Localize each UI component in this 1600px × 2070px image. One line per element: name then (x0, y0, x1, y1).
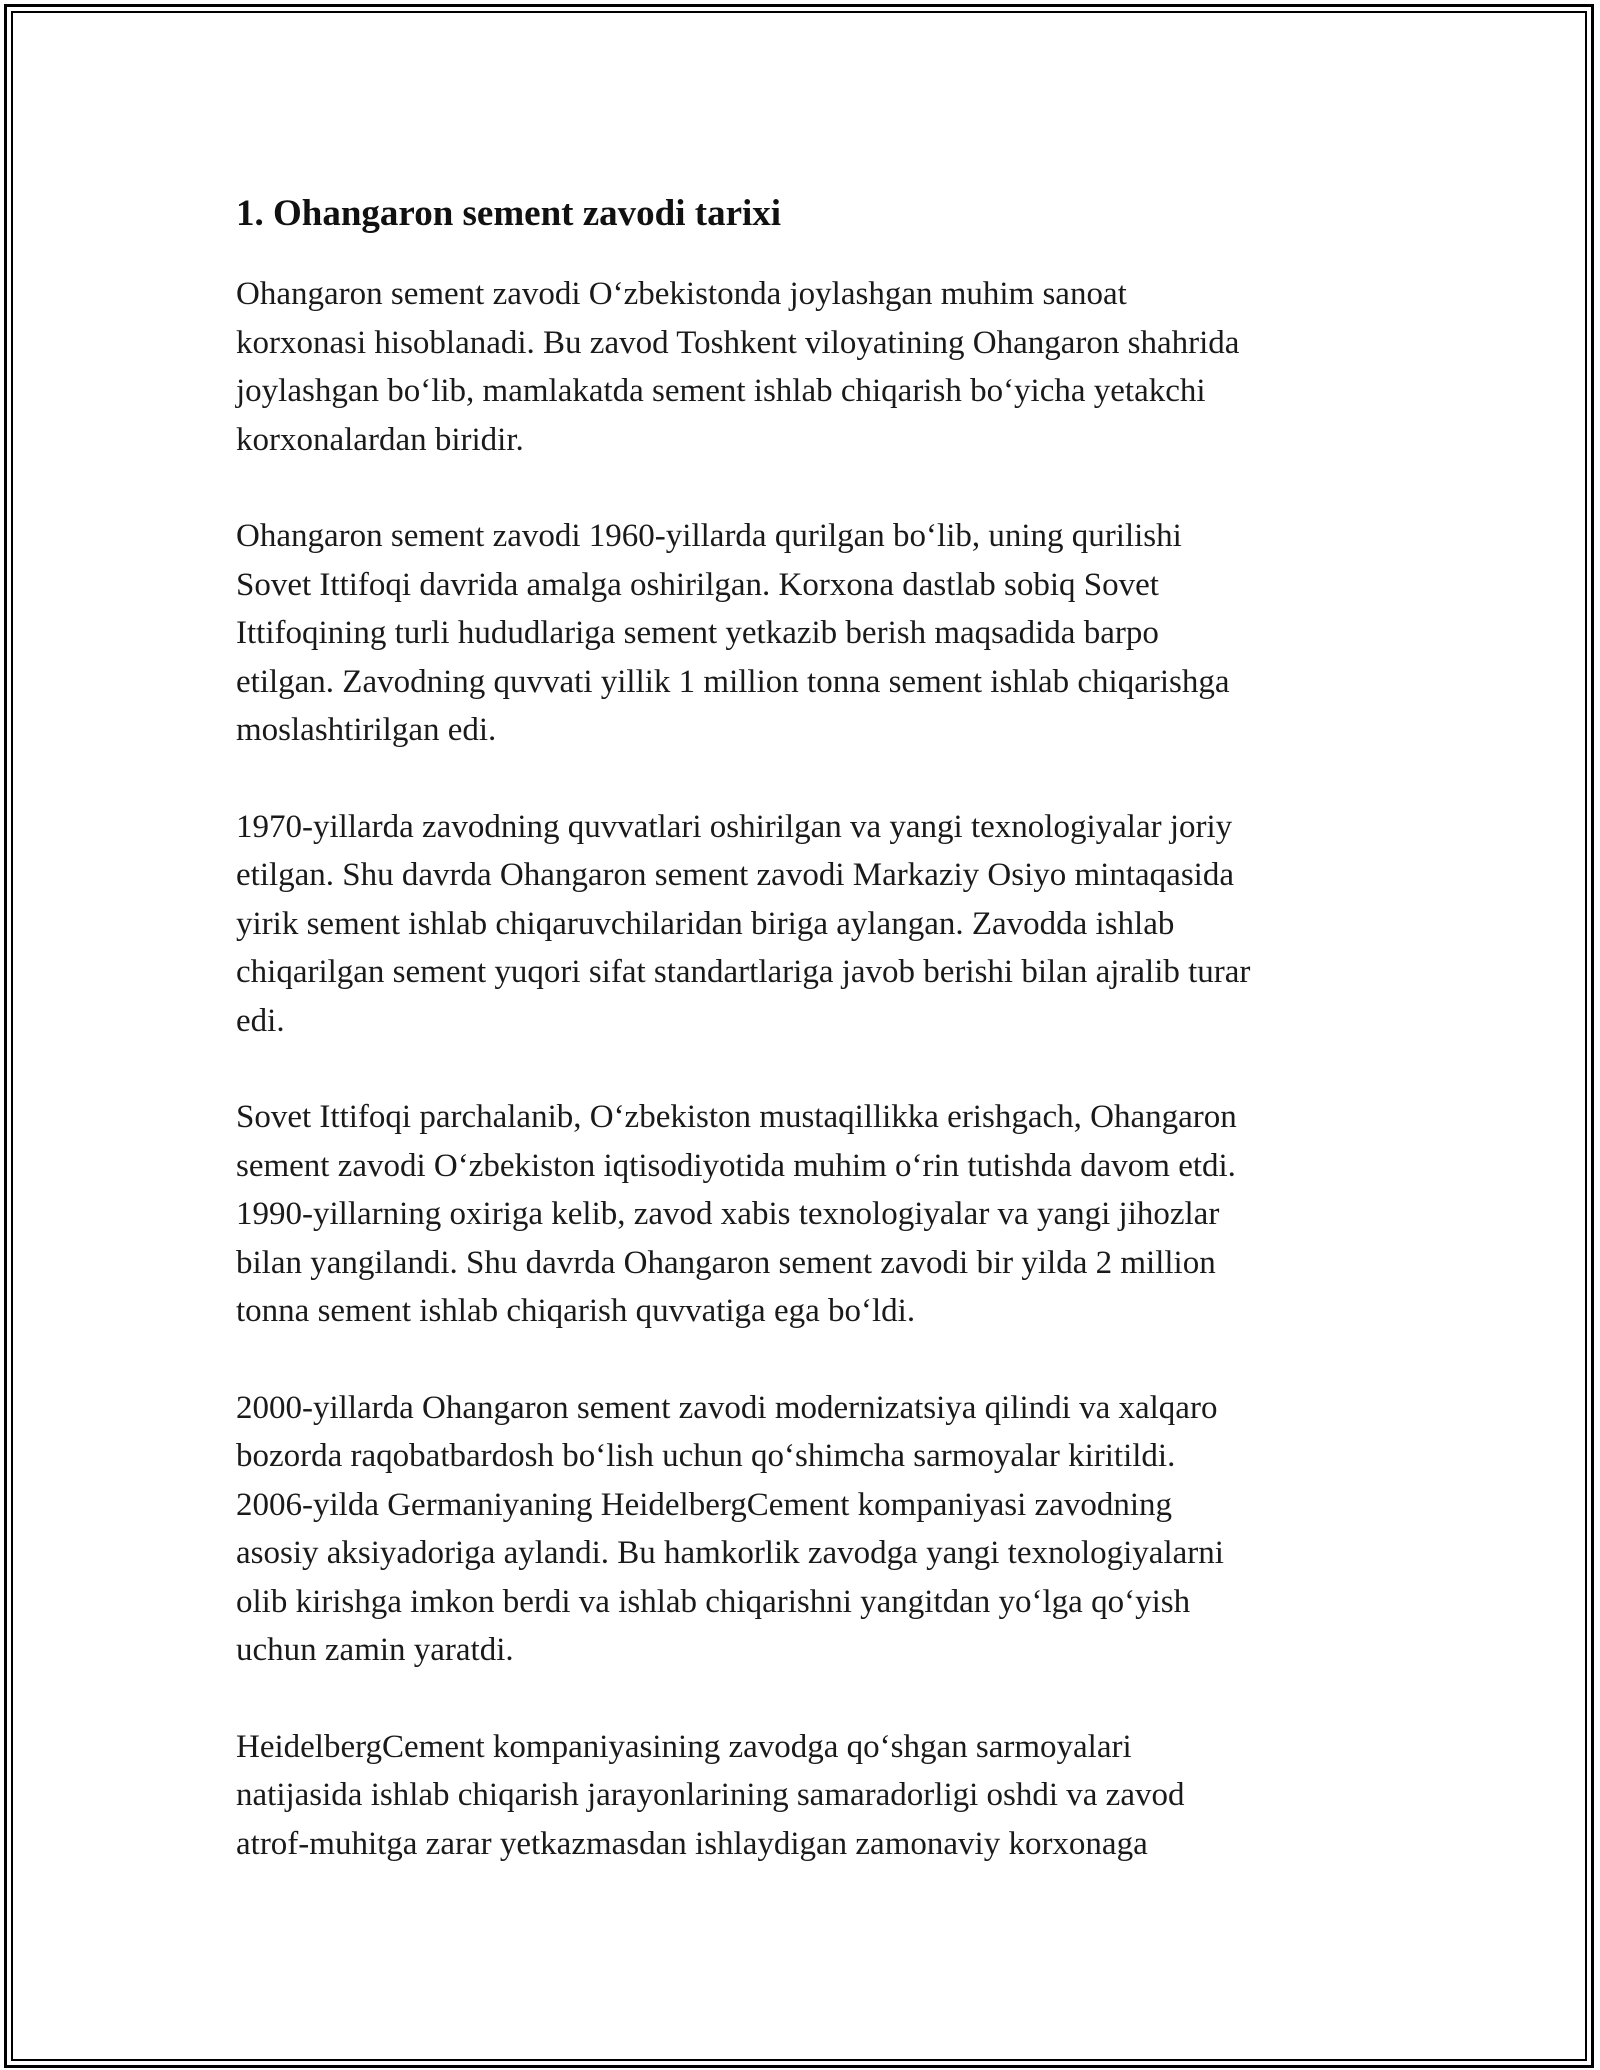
document-body (236, 184, 1376, 1916)
paragraph-2: Ohangaron sement zavodi 1960-yillarda qurilgan bo‘lib, uning qurilishi Sovet Ittifoqi davrida amalga oshirilgan. Korxona dastlab sobiq Sovet Ittifoqining turli hududlariga sement yetkazib berish maqsadida barpo etilgan. Zavodning quvvati yillik 1 million tonna sement ishlab chiqarishga moslashtirilgan edi. (236, 518, 1230, 748)
paragraph-3: 1970-yillarda zavodning quvvatlari oshirilgan va yangi texnologiyalar joriy etilgan. Shu davrda Ohangaron sement zavodi Markaziy Osiyo mintaqasida yirik sement ishlab chiqaruvchilaridan biriga aylangan. Zavodda ishlab chiqarilgan sement yuqori sifat standartlariga javob berishi bilan ajralib turar edi. (236, 808, 1251, 1039)
paragraph-6: HeidelbergCement kompaniyasining zavodga qo‘shgan sarmoyalari natijasida ishlab chiqarish jarayonlarining samaradorligi oshdi va zavod atrof-muhitga zarar yetkazmasdan ishlaydigan zamonaviy korxonaga (236, 1728, 1185, 1862)
section-heading: 1. Ohangaron sement zavodi tarixi (236, 193, 782, 234)
paragraph-4: Sovet Ittifoqi parchalanib, O‘zbekiston mustaqillikka erishgach, Ohangaron sement zavodi O‘zbekiston iqtisodiyotida muhim o‘rin tutishda davom etdi. 1990-yillarning oxiriga kelib, zavod xabis texnologiyalar va yangi jihozlar bilan yangilandi. Shu davrda Ohangaron sement zavodi bir yilda 2 million tonna sement ishlab chiqarish quvvatiga ega bo‘ldi. (236, 1099, 1237, 1329)
paragraph-5: 2000-yillarda Ohangaron sement zavodi modernizatsiya qilindi va xalqaro bozorda raqobatbardosh bo‘lish uchun qo‘shimcha sarmoyalar kiritildi. 2006-yilda Germaniyaning HeidelbergCement kompaniyasi zavodning asosiy aksiyadoriga aylandi. Bu hamkorlik zavodga yangi texnologiyalarni olib kirishga imkon berdi va ishlab chiqarishni yangitdan yo‘lga qo‘yish uchun zamin yaratdi. (236, 1389, 1224, 1668)
paragraph-1: Ohangaron sement zavodi O‘zbekistonda joylashgan muhim sanoat korxonasi hisoblanadi. Bu zavod Toshkent viloyatining Ohangaron shahrida joylashgan bo‘lib, mamlakatda sement ishlab chiqarish bo‘yicha yetakchi korxonalardan biridir. (236, 276, 1240, 458)
